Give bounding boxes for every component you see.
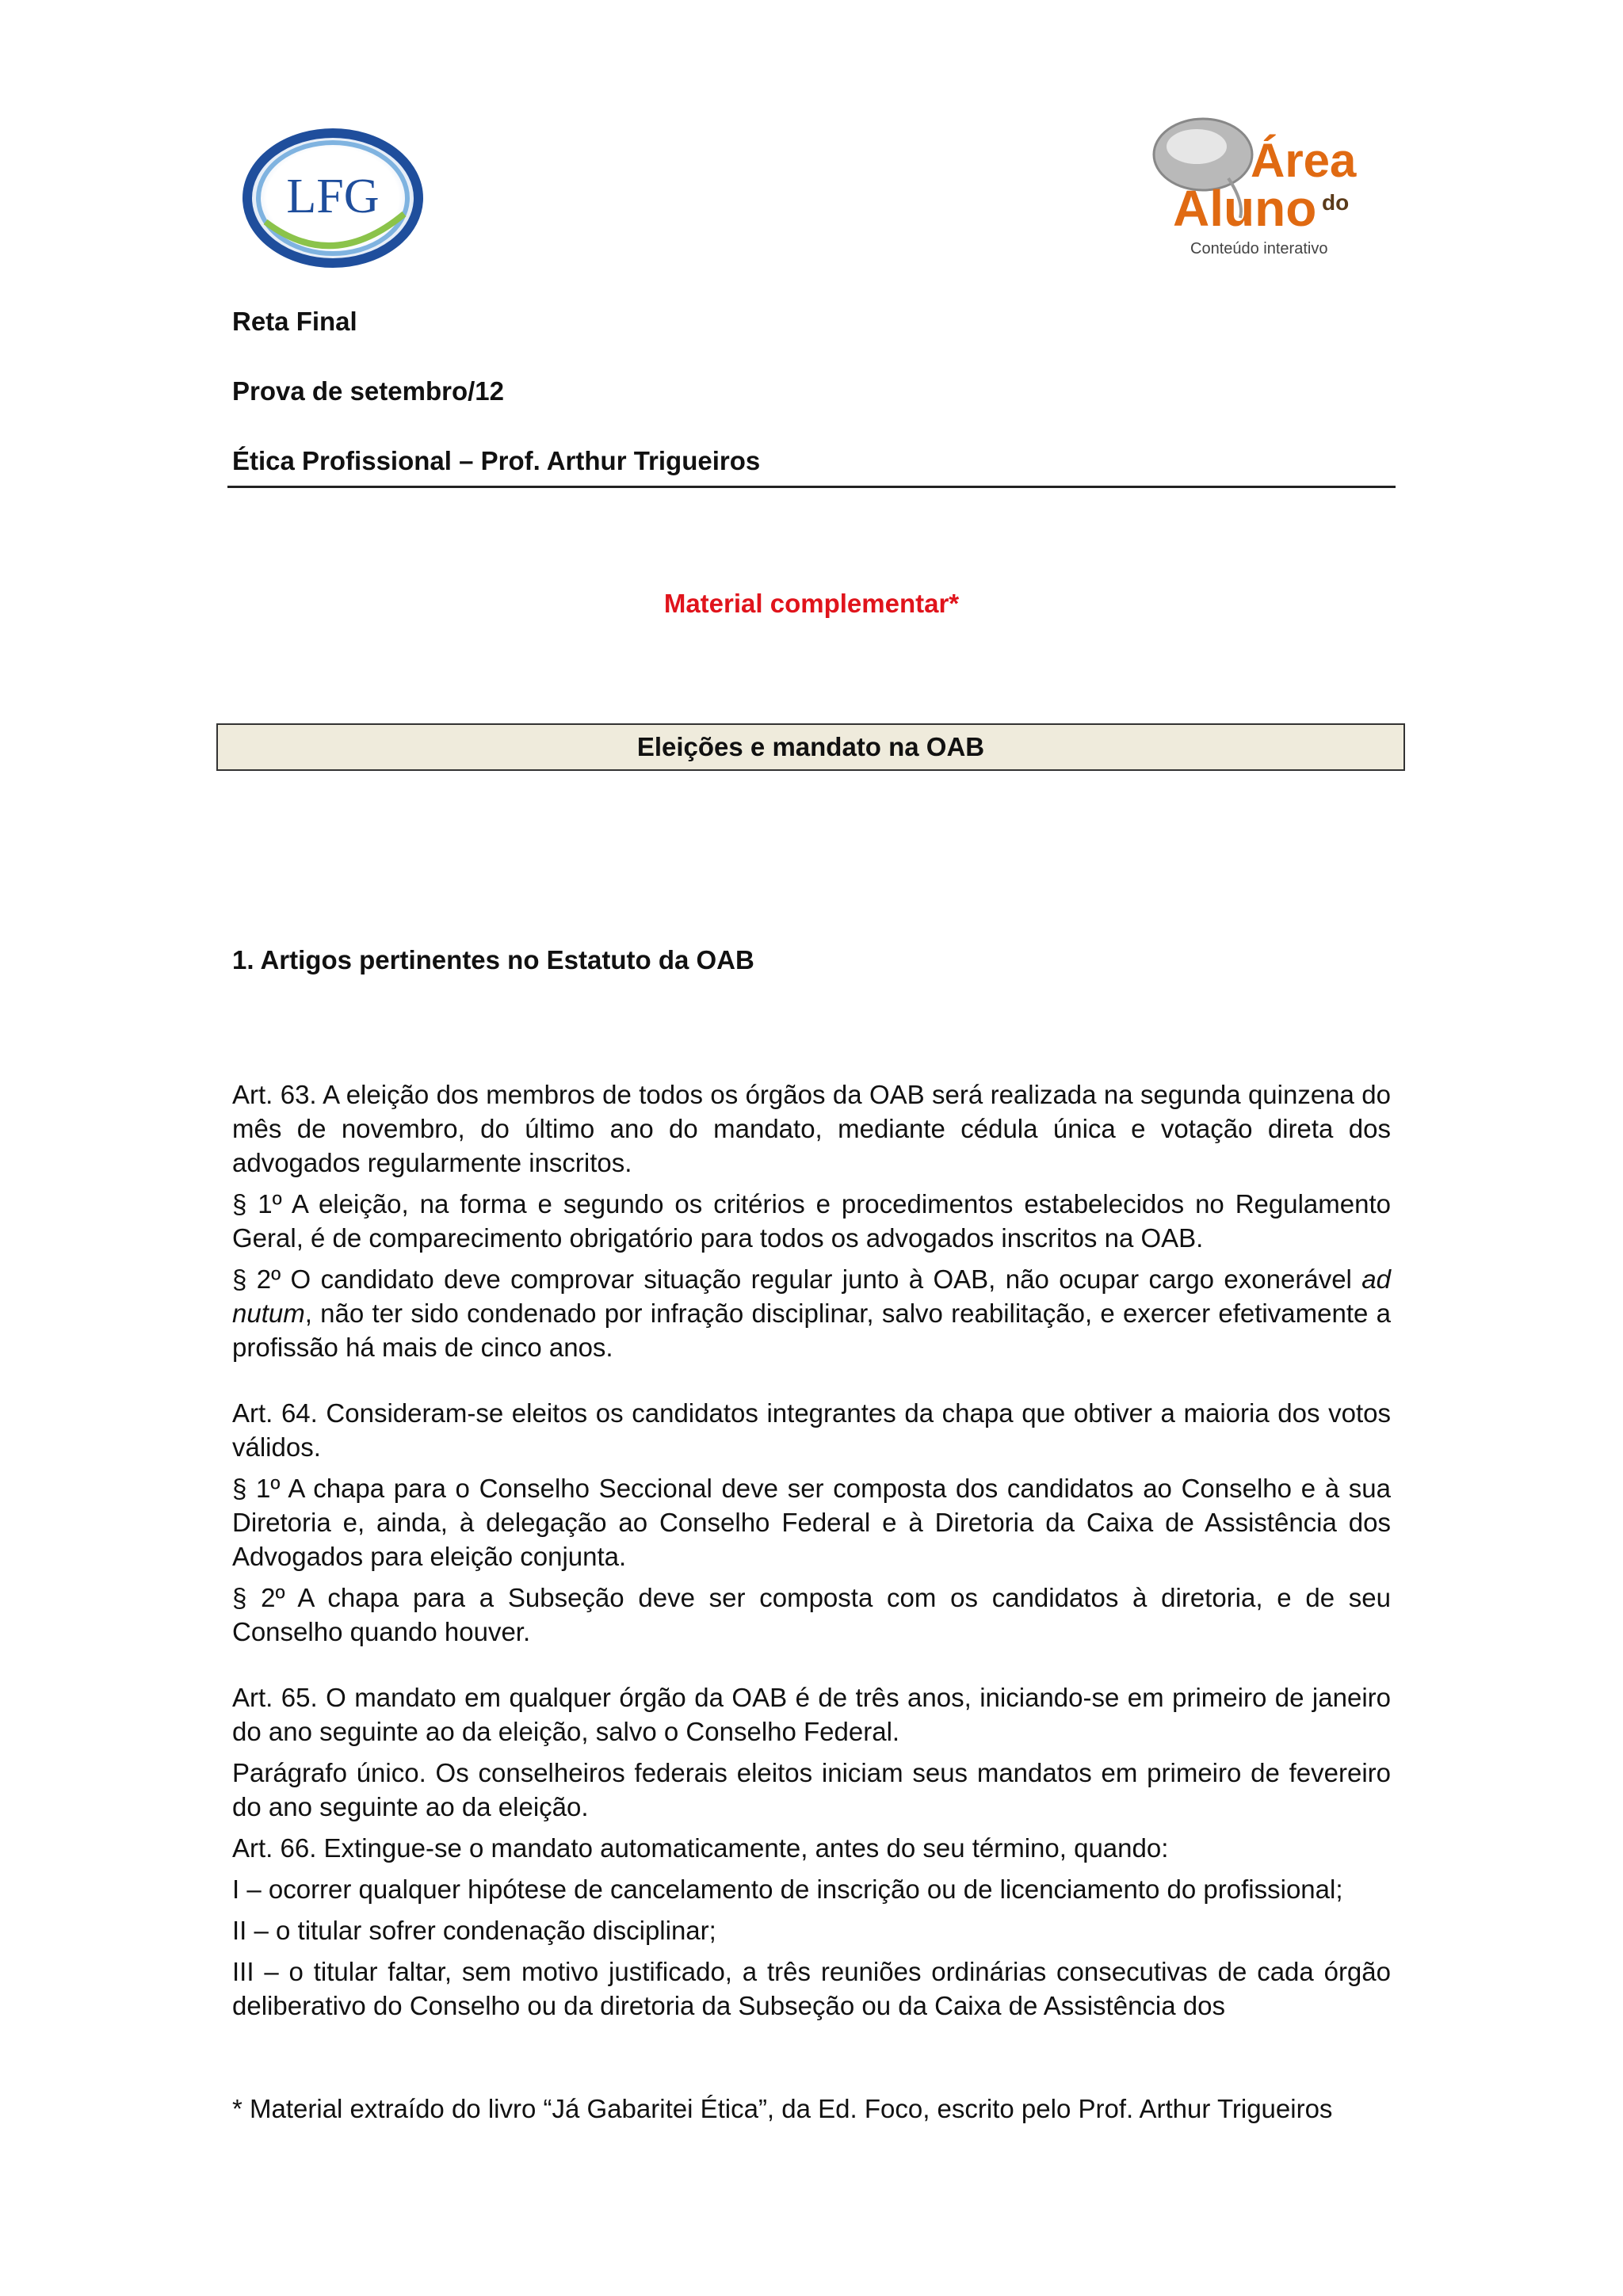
- do-logo-word: do: [1322, 190, 1350, 215]
- art63-paragraph-1: § 1º A eleição, na forma e segundo os critérios e procedimentos estabelecidos no Regulamento Geral, é de comparecimento obrigatório para todos os advogados inscritos na OAB.: [232, 1189, 1391, 1253]
- art64-paragraph-2: § 2º A chapa para a Subseção deve ser composta com os candidatos à diretoria, e de seu Conselho quando houver.: [232, 1583, 1391, 1646]
- lfg-logo-text: LFG: [286, 170, 380, 223]
- art66-text: Art. 66. Extingue-se o mandato automaticamente, antes do seu término, quando:: [232, 1833, 1169, 1863]
- logo-caption: Conteúdo interativo: [1190, 240, 1328, 257]
- art63-p2-start: § 2º O candidato deve comprovar situação regular junto à OAB, não ocupar cargo exonerável: [232, 1264, 1362, 1294]
- art66-item-i: I – ocorrer qualquer hipótese de cancelamento de inscrição ou de licenciamento do profissional;: [232, 1875, 1343, 1904]
- area-do-aluno-logo: [1141, 107, 1363, 265]
- header-line-exam: Prova de setembro/12: [232, 376, 504, 406]
- art63-p2-end: , não ter sido condenado por infração disciplinar, salvo reabilitação, e exercer efetivamente a profissão há mais de cinco anos.: [232, 1299, 1391, 1362]
- art66-item-ii: II – o titular sofrer condenação disciplinar;: [232, 1916, 716, 1945]
- articles-body: [232, 1077, 1391, 2023]
- section-title: 1. Artigos pertinentes no Estatuto da OAB: [232, 945, 754, 974]
- header-divider: [227, 486, 1396, 488]
- ad-nutum-italic: ad nutum: [232, 1264, 1391, 1328]
- art63-text: Art. 63. A eleição dos membros de todos os órgãos da OAB será realizada na segunda quinzena do mês de novembro, do último ano do mandato, mediante cédula única e votação direta dos advogados regularmente inscritos.: [232, 1080, 1391, 1177]
- art66-item-iii: III – o titular faltar, sem motivo justificado, a três reuniões ordinárias consecutivas de cada órgão deliberativo do Conselho ou da diretoria da Subseção ou da Caixa de Assistência dos: [232, 1957, 1391, 2020]
- topic-box: [216, 723, 1405, 771]
- art64-text: Art. 64. Consideram-se eleitos os candidatos integrantes da chapa que obtiver a maioria dos votos válidos.: [232, 1398, 1391, 1462]
- aluno-logo-word: Aluno: [1173, 180, 1317, 237]
- art65-text: Art. 65. O mandato em qualquer órgão da OAB é de três anos, iniciando-se em primeiro de janeiro do ano seguinte ao da eleição, salvo o Conselho Federal.: [232, 1683, 1391, 1746]
- art65-sole-paragraph: Parágrafo único. Os conselheiros federais eleitos iniciam seus mandatos em primeiro de fevereiro do ano seguinte ao da eleição.: [232, 1758, 1391, 1821]
- lfg-logo: [242, 127, 424, 269]
- material-subtitle: Material complementar*: [663, 589, 960, 618]
- footnote: * Material extraído do livro “Já Gabaritei Ética”, da Ed. Foco, escrito pelo Prof. Arthur Trigueiros: [232, 2094, 1333, 2123]
- header-line-subject: Ética Profissional – Prof. Arthur Trigueiros: [232, 446, 761, 475]
- art63-paragraph-2: [232, 1262, 1391, 1364]
- header-line-course: Reta Final: [232, 307, 357, 336]
- topic-box-title: Eleições e mandato na OAB: [636, 732, 985, 761]
- art64-paragraph-1: § 1º A chapa para o Conselho Seccional deve ser composta dos candidatos ao Conselho e à sua Diretoria e, ainda, à delegação ao Conselho Federal e à Diretoria da Caixa de Assistência dos Advogados para eleição conjunta.: [232, 1474, 1391, 1571]
- area-logo-word: Área: [1251, 134, 1357, 187]
